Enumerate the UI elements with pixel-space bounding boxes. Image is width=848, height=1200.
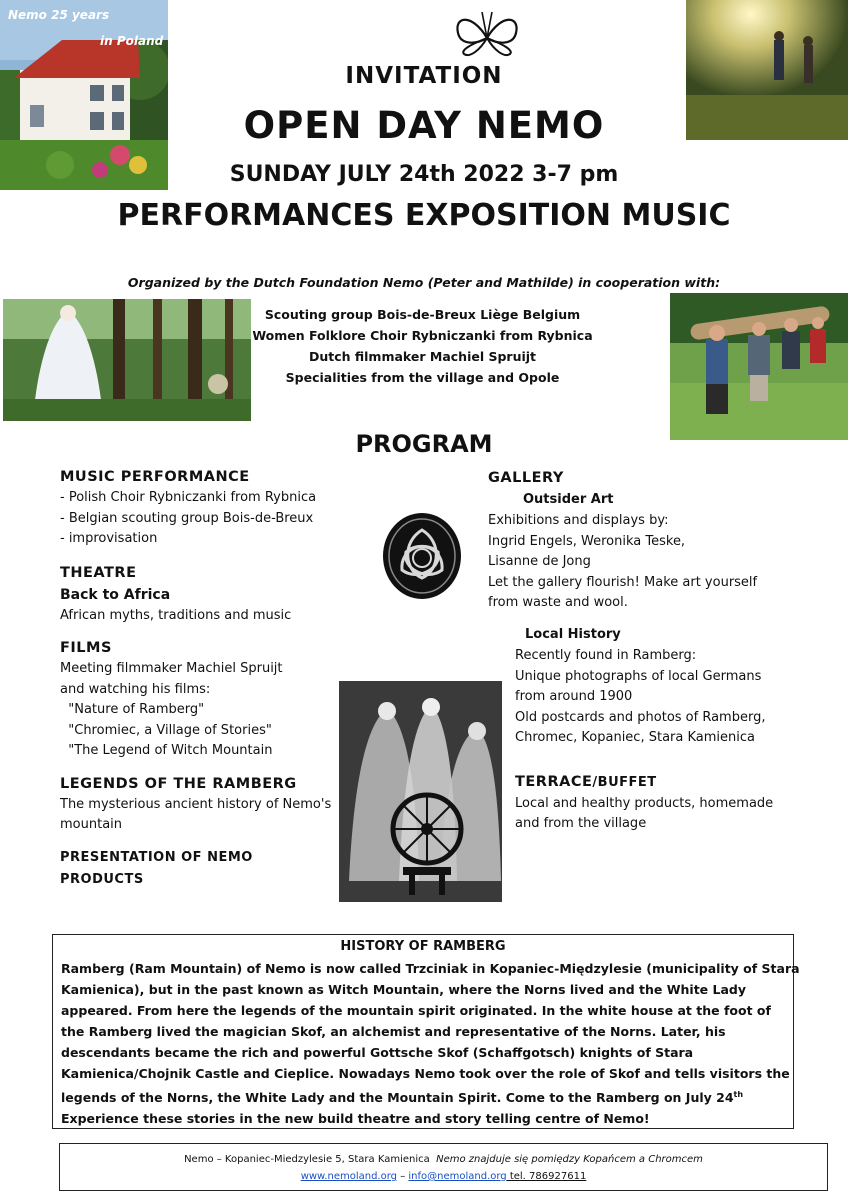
local-history-line: Recently found in Ramberg:: [515, 648, 697, 663]
history-line: descendants became the rich and powerful Gottsche Skof (Schaffgotsch) knights of Stara: [61, 1045, 694, 1060]
organized-by: Organized by the Dutch Foundation Nemo (Peter and Mathilde) in cooperation with:: [127, 275, 721, 290]
history-line: Kamienica/Chojnik Castle and Cieplice. Nowadays Nemo took over the role of Skof and tells visitors the: [61, 1066, 790, 1081]
legends-line: mountain: [60, 817, 123, 832]
trinity-knot-icon: [382, 512, 462, 600]
films-line: "The Legend of Witch Mountain: [60, 743, 273, 758]
left-program-column: [60, 466, 350, 891]
local-history-line: Unique photographs of local Germans: [515, 668, 762, 684]
history-line: Ramberg (Ram Mountain) of Nemo is now called Trzciniak in Kopaniec-Międzylesie (municipality of Stara: [61, 961, 800, 976]
gallery-line: Let the gallery flourish! Make art yourself: [488, 574, 758, 590]
scouts-carrying-log-photo: [670, 293, 848, 440]
terrace-line: and from the village: [515, 816, 647, 831]
gallery-line: Lisanne de Jong: [488, 554, 591, 569]
films-line: "Chromiec, a Village of Stories": [60, 722, 272, 738]
presentation-heading-line1: PRESENTATION OF NEMO: [60, 849, 253, 865]
gallery-line: Ingrid Engels, Weronika Teske,: [488, 533, 686, 549]
presentation-heading-line2: PRODUCTS: [60, 871, 144, 887]
footer-address: Nemo – Kopaniec-Miedzylesie 5, Stara Kamienica: [184, 1154, 430, 1165]
films-heading: FILMS: [60, 640, 112, 656]
terrace-line: Local and healthy products, homemade: [515, 795, 774, 811]
terrace-heading-rest: /BUFFET: [592, 774, 657, 790]
butterfly-logo-icon: [452, 8, 522, 63]
films-line: "Nature of Ramberg": [60, 702, 205, 717]
history-superscript: th: [733, 1090, 744, 1099]
theatre-text: African myths, traditions and music: [60, 607, 292, 623]
event-date: SUNDAY JULY 24th 2022 3-7 pm: [229, 162, 619, 187]
music-item: - Polish Choir Rybniczanki from Rybnica: [60, 490, 317, 505]
local-history-heading: Local History: [525, 627, 621, 642]
music-item: - improvisation: [60, 531, 158, 546]
cooperation-item: Specialities from the village and Opole: [285, 370, 560, 385]
corner-caption-line2: in Poland: [100, 34, 164, 48]
footer-contact-line: [60, 1168, 827, 1185]
music-performance-heading: MUSIC PERFORMANCE: [60, 469, 250, 485]
footer-polish-note: Nemo znajduje się pomiędzy Kopańcem a Chromcem: [436, 1154, 703, 1165]
history-box: [52, 934, 800, 1129]
spinning-wheel-norns-photo: [339, 681, 502, 902]
cooperation-list: [250, 304, 595, 388]
footer-box: [59, 1143, 828, 1191]
local-history-line: from around 1900: [515, 689, 633, 704]
history-line: Kamienica), but in the past known as Witch Mountain, where the Norns lived and the White Lady: [61, 982, 746, 997]
terrace-heading: [515, 771, 825, 794]
local-history-line: Chromec, Kopaniec, Stara Kamienica: [515, 730, 755, 745]
local-history-section: [515, 624, 825, 835]
gallery-line: from waste and wool.: [488, 595, 628, 610]
theatre-subheading: Back to Africa: [60, 586, 171, 603]
legends-line: The mysterious ancient history of Nemo's: [60, 796, 332, 812]
cooperation-item: Scouting group Bois-de-Breux Liège Belgium: [264, 307, 581, 322]
music-item: - Belgian scouting group Bois-de-Breux: [60, 510, 314, 526]
films-line: Meeting filmmaker Machiel Spruijt: [60, 661, 283, 676]
footer-separator: –: [397, 1171, 409, 1182]
invitation-label: INVITATION: [345, 63, 503, 89]
local-history-line: Old postcards and photos of Ramberg,: [515, 709, 766, 725]
theatre-heading: THEATRE: [60, 564, 137, 581]
history-line: legends of the Norns, the White Lady and the Mountain Spirit. Come to the Ramberg on July 24: [61, 1090, 734, 1106]
gallery-line: Exhibitions and displays by:: [488, 513, 669, 528]
cooperation-item: Women Folklore Choir Rybniczanki from Rybnica: [252, 328, 593, 343]
history-line: the Ramberg lived the magician Skof, an alchemist and representative of the Norns. Later, his: [61, 1024, 726, 1039]
footer-address-line: [60, 1151, 827, 1168]
history-line: appeared. From here the legends of the mountain spirit originated. In the white house at the foot of: [61, 1003, 771, 1018]
forest-white-lady-photo: [3, 299, 251, 421]
films-line: and watching his films:: [60, 681, 211, 697]
terrace-heading-main: TERRACE: [515, 773, 593, 790]
footer-phone: tel. 786927611: [506, 1171, 587, 1182]
gallery-subheading: Outsider Art: [523, 492, 614, 507]
history-line-with-sup: [61, 1084, 785, 1108]
gallery-heading: GALLERY: [488, 470, 564, 486]
history-title: HISTORY OF RAMBERG: [340, 939, 506, 954]
event-subtitle: PERFORMANCES EXPOSITION MUSIC: [117, 198, 731, 233]
cooperation-item: Dutch filmmaker Machiel Spruijt: [308, 349, 537, 364]
website-link[interactable]: www.nemoland.org: [300, 1171, 398, 1182]
history-line: Experience these stories in the new build theatre and story telling centre of Nemo!: [61, 1111, 650, 1127]
history-body: [53, 954, 800, 1129]
corner-caption-line1: Nemo 25 years: [8, 8, 110, 22]
email-link[interactable]: info@nemoland.org: [408, 1171, 507, 1182]
program-heading: PROGRAM: [355, 430, 493, 458]
legends-heading: LEGENDS OF THE RAMBERG: [60, 775, 297, 792]
event-title: OPEN DAY NEMO: [243, 104, 605, 147]
gallery-section: [488, 467, 808, 614]
